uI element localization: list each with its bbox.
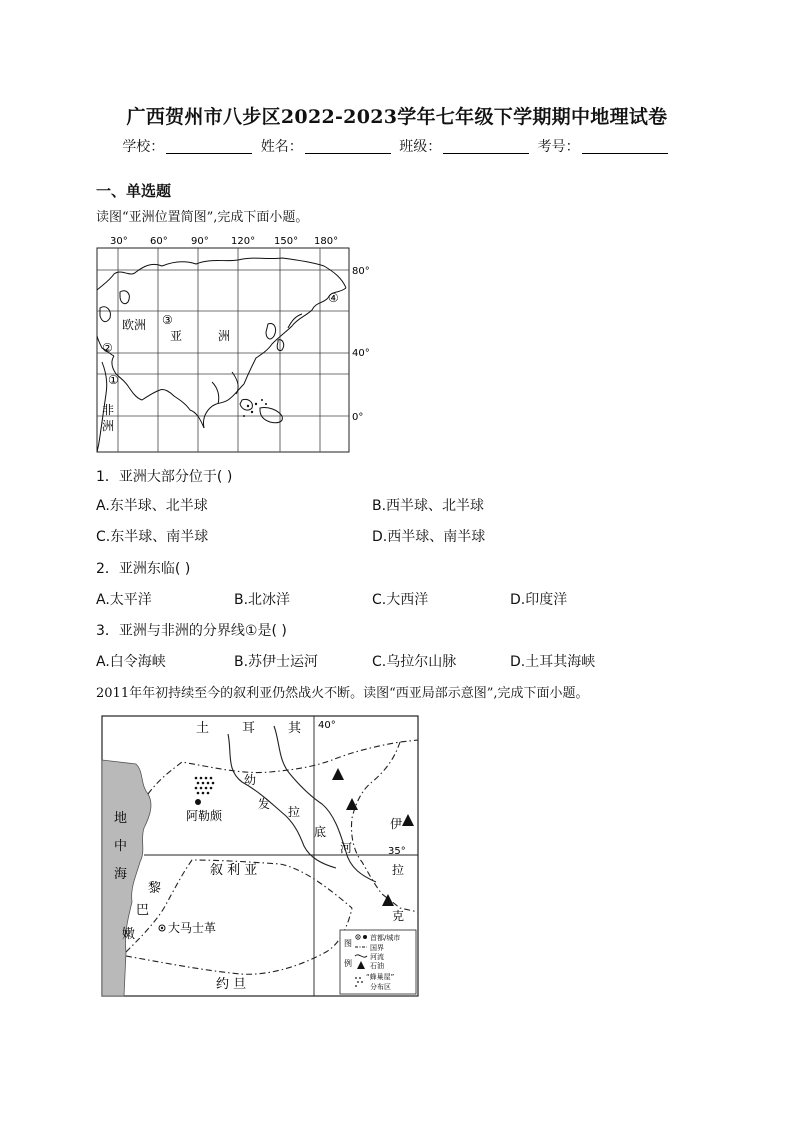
asia-label-2: 洲	[218, 329, 231, 343]
syria-label: 叙 利 亚	[210, 863, 258, 878]
school-blank[interactable]	[166, 139, 252, 154]
legend-beehive-text-2: 分布区	[370, 983, 391, 991]
aleppo-label: 阿勒颇	[186, 809, 223, 823]
legend-capital-text: 首都/城市	[370, 934, 401, 942]
map-legend	[340, 930, 416, 994]
map-frame	[97, 248, 349, 452]
island-dots	[243, 399, 267, 417]
question-1-option-a[interactable]: A.东半球、北半球	[96, 498, 208, 514]
west-asia-map	[100, 712, 422, 1000]
damascus-capital-dot	[161, 927, 163, 929]
question-3-stem: 3．亚洲与非洲的分界线①是( )	[96, 623, 287, 639]
lon-label: 90°	[191, 236, 209, 247]
lat-label: 0°	[352, 412, 364, 423]
euphrates-label-2: 发	[258, 797, 271, 811]
number-label: 考号：	[537, 139, 580, 155]
question-2-option-d[interactable]: D.印度洋	[510, 592, 568, 608]
number-blank[interactable]	[582, 139, 668, 154]
jordan-label: 约 旦	[216, 977, 247, 992]
student-info-line	[0, 136, 794, 156]
section-heading: 一、单选题	[96, 182, 172, 200]
page-title: 广西贺州市八步区2022-2023学年七年级下学期期中地理试卷	[126, 106, 668, 128]
mediterranean-label-2: 中	[114, 839, 128, 854]
marker-1: ①	[108, 373, 119, 387]
intro-map1: 读图“亚洲位置简图”,完成下面小题。	[96, 210, 309, 225]
iraq-label-2: 拉	[392, 863, 405, 877]
lebanon-label-1: 黎	[148, 881, 162, 896]
legend-beehive-text-1: “蜂巢屋”	[366, 973, 395, 981]
turkey-label-3: 其	[288, 721, 302, 736]
class-label: 班级：	[399, 139, 442, 155]
legend-river-text: 河流	[370, 953, 384, 961]
damascus-label: 大马士革	[168, 921, 217, 935]
question-3-option-d[interactable]: D.土耳其海峡	[510, 654, 596, 670]
lon-label: 180°	[314, 236, 339, 247]
lat-label: 40°	[352, 348, 370, 359]
euphrates-label-3: 拉	[288, 805, 301, 819]
marker-4: ④	[328, 291, 339, 305]
turkey-label-1: 土	[196, 721, 210, 736]
lat-label: 80°	[352, 266, 370, 277]
turkey-label-2: 耳	[242, 721, 256, 736]
marker-3: ③	[162, 313, 173, 327]
euphrates-label-5: 河	[340, 841, 353, 855]
legend-title-1: 图	[344, 939, 352, 948]
africa-label-1: 非	[102, 403, 115, 417]
asia-location-map	[92, 232, 374, 458]
aleppo-dot	[195, 799, 201, 805]
europe-label: 欧洲	[122, 318, 147, 332]
question-1-option-b[interactable]: B.西半球、北半球	[372, 498, 485, 514]
question-3-option-b[interactable]: B.苏伊士运河	[234, 654, 319, 670]
lon-label: 120°	[231, 236, 256, 247]
class-blank[interactable]	[443, 139, 529, 154]
question-1-stem: 1．亚洲大部分位于( )	[96, 469, 233, 485]
question-3-option-a[interactable]: A.白令海峡	[96, 654, 166, 670]
mediterranean-label-1: 地	[114, 811, 128, 826]
question-1-option-c[interactable]: C.东半球、南半球	[96, 529, 209, 545]
graticule	[97, 248, 349, 452]
iraq-label-3: 克	[392, 909, 405, 923]
lon-label: 30°	[110, 236, 128, 247]
legend-oil-text: 石油	[370, 962, 384, 970]
name-blank[interactable]	[305, 139, 391, 154]
iraq-label-1: 伊	[390, 817, 403, 831]
question-3-option-c[interactable]: C.乌拉尔山脉	[372, 654, 457, 670]
question-2-option-b[interactable]: B.北冰洋	[234, 592, 291, 608]
legend-city-icon	[363, 935, 367, 939]
lat-label: 35°	[388, 846, 406, 857]
marker-2: ②	[102, 341, 113, 355]
africa-label-2: 洲	[102, 419, 115, 433]
school-label: 学校：	[122, 139, 165, 155]
question-2-stem: 2．亚洲东临( )	[96, 561, 191, 577]
lebanon-label-3: 嫩	[122, 927, 136, 942]
legend-capital-dot	[357, 936, 359, 938]
euphrates-label-1: 幼	[244, 773, 257, 787]
question-2-option-c[interactable]: C.大西洋	[372, 592, 429, 608]
question-1-option-d[interactable]: D.西半球、南半球	[372, 529, 486, 545]
coastlines	[97, 258, 346, 452]
legend-border-text: 国界	[370, 944, 384, 952]
mediterranean-label-3: 海	[114, 867, 128, 882]
lon-label: 150°	[274, 236, 299, 247]
euphrates-label-4: 底	[314, 825, 327, 839]
question-2-option-a[interactable]: A.太平洋	[96, 592, 152, 608]
lebanon-label-2: 巴	[136, 903, 150, 918]
asia-label-1: 亚	[170, 329, 183, 343]
legend-title-2: 例	[344, 959, 352, 968]
lon-label: 60°	[150, 236, 168, 247]
name-label: 姓名：	[260, 139, 303, 155]
lon-label: 40°	[318, 720, 336, 731]
intro-map2: 2011年年初持续至今的叙利亚仍然战火不断。读图“西亚局部示意图”,完成下面小题。	[96, 686, 589, 701]
